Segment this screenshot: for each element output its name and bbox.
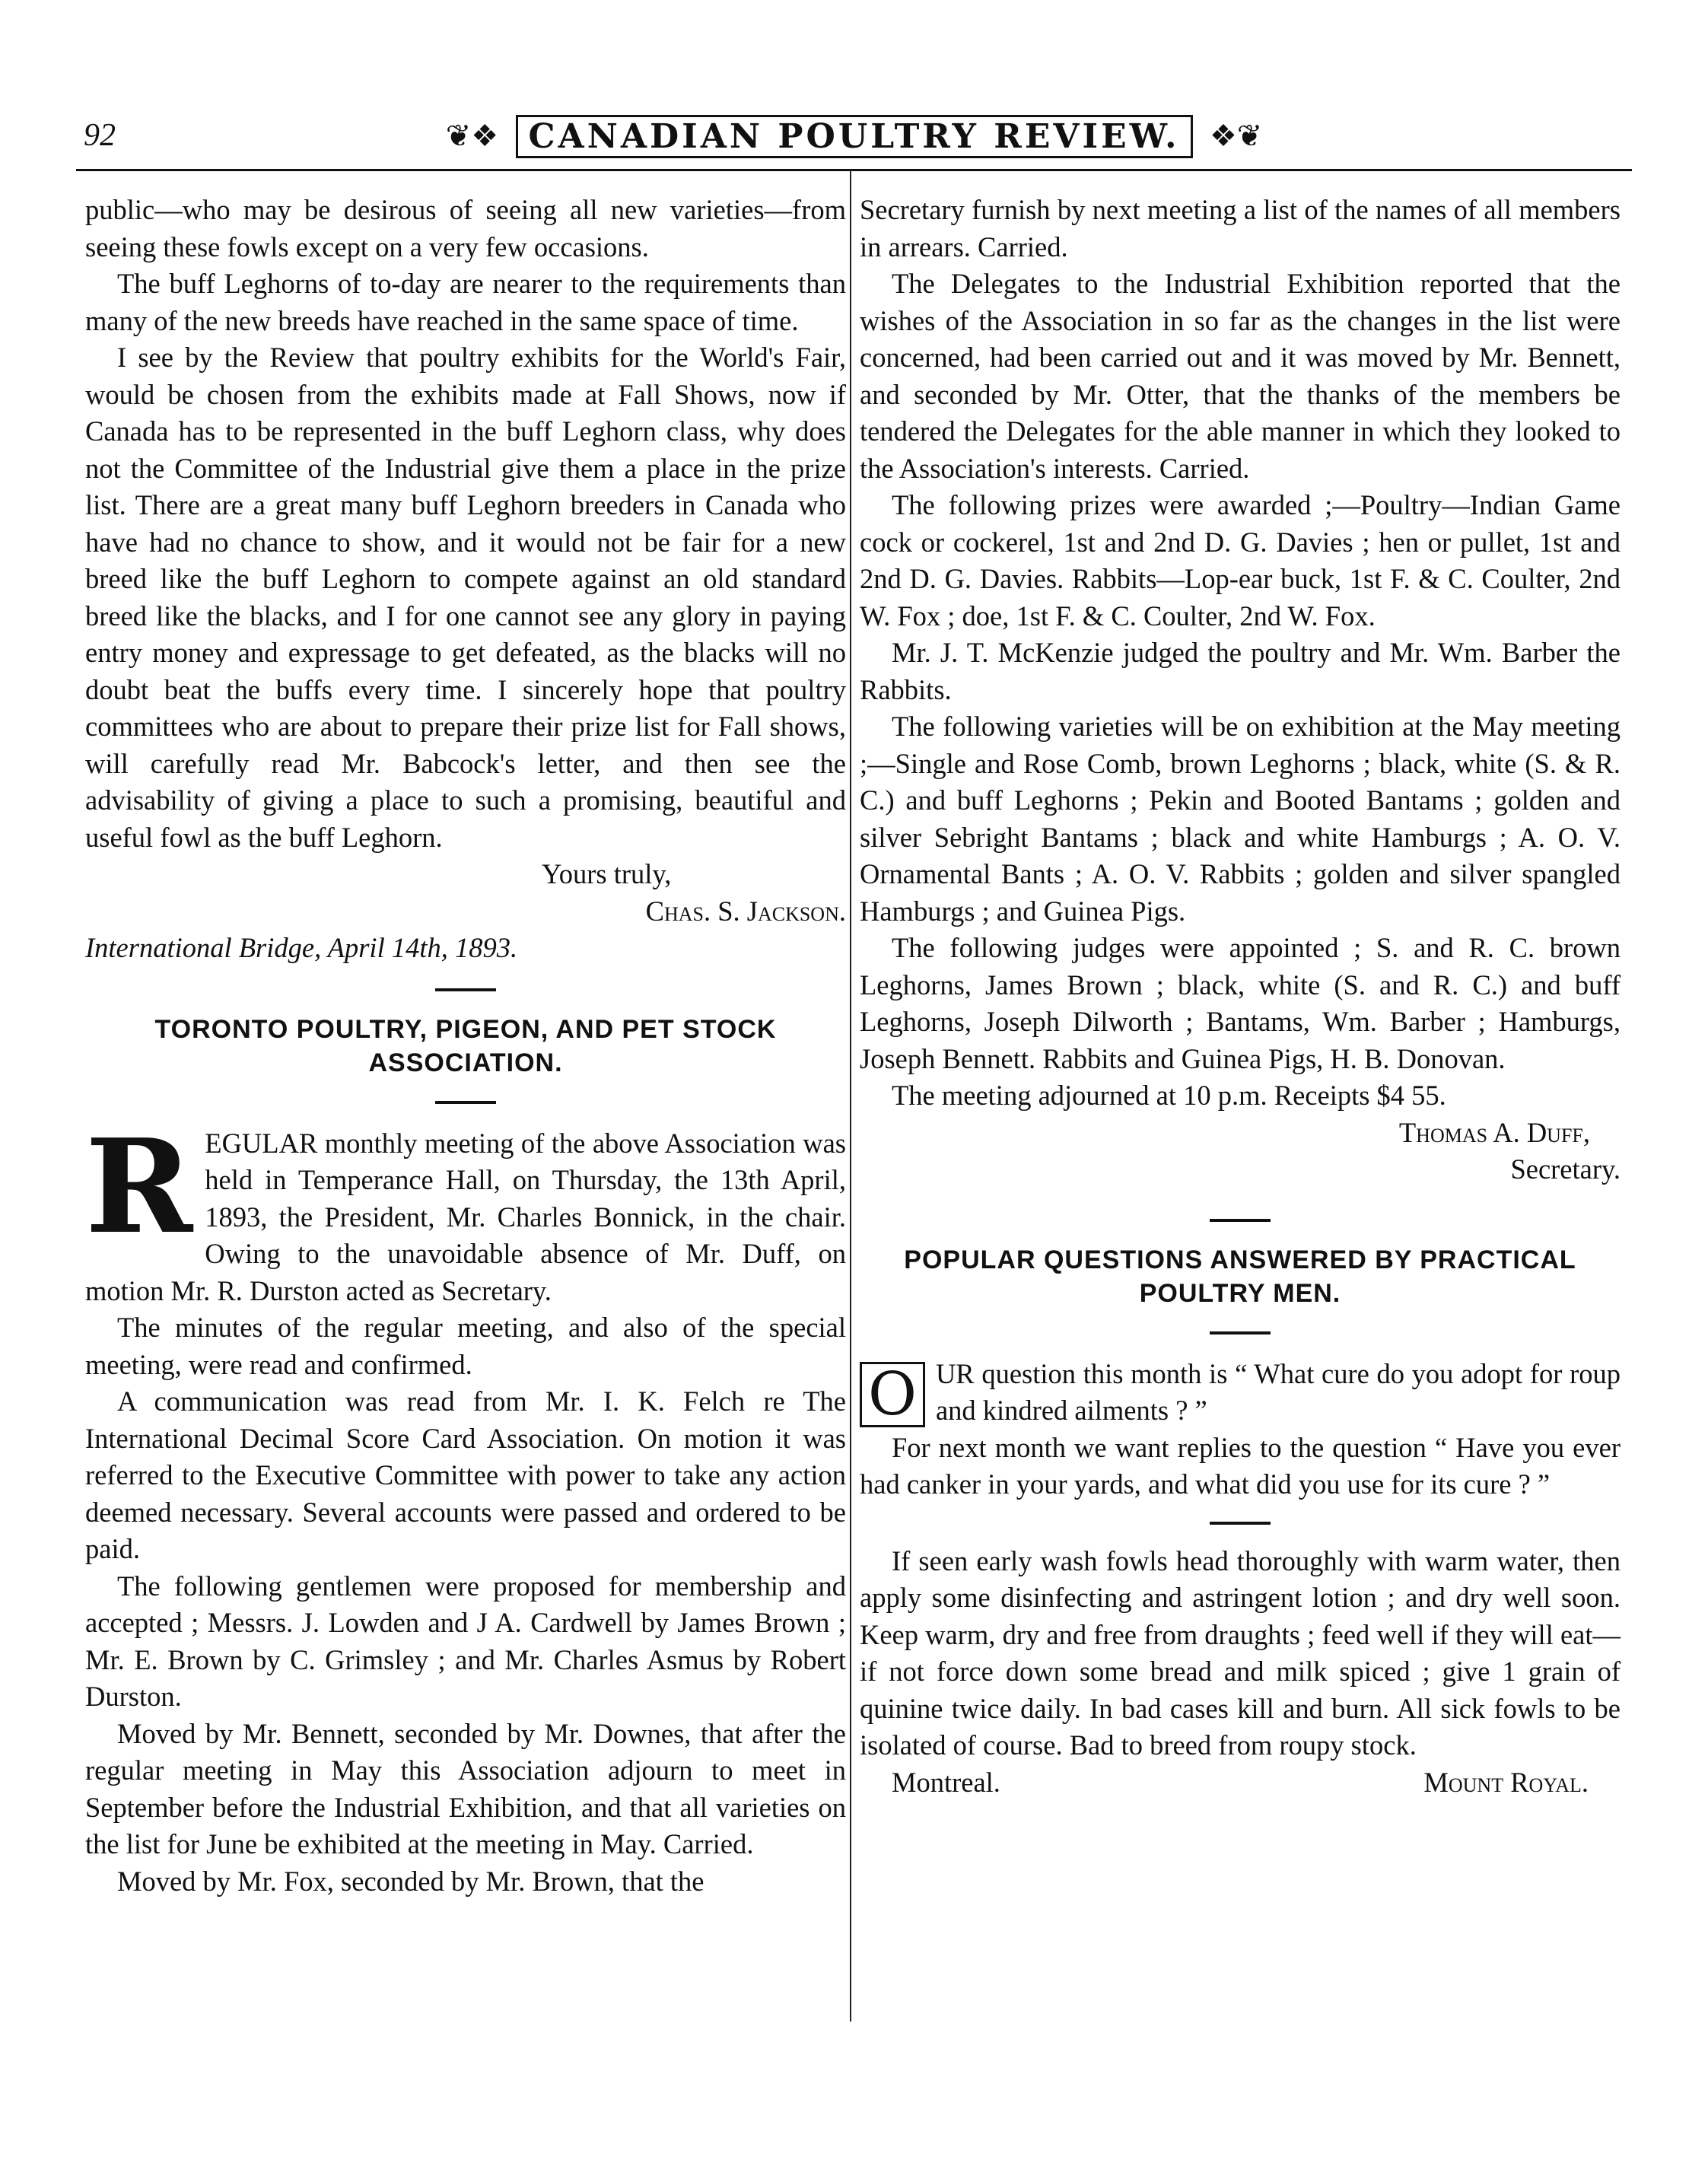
masthead-title: CANADIAN POULTRY REVIEW. bbox=[516, 115, 1193, 158]
paragraph: UR question this month is “ What cure do you adopt for roup and kindred ailments ? ” bbox=[935, 1357, 1621, 1426]
paragraph: Moved by Mr. Fox, seconded by Mr. Brown, that the bbox=[117, 1865, 705, 1897]
question-paragraph bbox=[860, 1356, 1621, 1430]
paragraph: Mr. J. T. McKenzie judged the poultry and Mr. Wm. Barber the Rabbits. bbox=[860, 637, 1621, 705]
ornament-right-icon: ❖❦ bbox=[1209, 118, 1263, 154]
right-column bbox=[860, 192, 1621, 1801]
paragraph: The minutes of the regular meeting, and also of the special meeting, were read and confirmed. bbox=[85, 1312, 846, 1380]
section-rule bbox=[1210, 1219, 1271, 1222]
paragraph: I see by the Review that poultry exhibits for the World's Fair, would be chosen from the exhibits made at Fall Shows, now if Canada has to be represented in the buff Leghorn class, why does not the Committee of the Industrial give them a place in the prize list. There are a great many buff Leghorn breeders in Canada who have had no chance to show, and it would not be fair for a new breed like the buff Leghorn to compete against an old standard breed like the blacks, and I for one cannot see any glory in paying entry money and expressage to get defeated, as the blacks will no doubt beat the buffs every time. I sincerely hope that poultry committees who are about to prepare their prize list for Fall shows, will carefully read Mr. Babcock's letter, and then see the advisability of giving a place to such a promising, beautiful and useful fowl as the buff Leghorn. bbox=[85, 342, 846, 853]
paragraph: Secretary furnish by next meeting a list of the names of all members in arrears. Carried. bbox=[860, 194, 1621, 262]
section-rule bbox=[1210, 1331, 1271, 1334]
section-rule bbox=[435, 988, 496, 991]
header-rule bbox=[76, 169, 1632, 171]
paragraph: EGULAR monthly meeting of the above Association was held in Temperance Hall, on Thursday, the 13th April, 1893, the President, Mr. Charles Bonnick, in the chair. Owing to the unavoidable absence of Mr. Duff, on motion Mr. R. Durston acted as Secretary. bbox=[85, 1127, 846, 1306]
paragraph: The meeting adjourned at 10 p.m. Receipts $4 55. bbox=[892, 1080, 1446, 1111]
secretary-title: Secretary. bbox=[1510, 1153, 1621, 1185]
column-divider bbox=[850, 169, 851, 2022]
letter-closing: Yours truly, bbox=[542, 858, 672, 889]
paragraph: Moved by Mr. Bennett, seconded by Mr. Downes, that after the regular meeting in May this Association adjourn to meet in September before the Industrial Exhibition, and that all varieties on the list for June be exhibited at the meeting in May. Carried. bbox=[85, 1717, 846, 1859]
paragraph: If seen early wash fowls head thoroughly with warm water, then apply some disinfecting and astringent lotion ; and dry well soon. Keep warm, dry and free from draughts ; feed well if they will eat—if not force down some bread and milk spiced ; give 1 grain of quinine twice daily. In bad cases kill and burn. All sick fowls to be isolated of course. Bad to breed from roupy stock. bbox=[860, 1544, 1621, 1761]
answer-signature: Mount Royal. bbox=[1423, 1766, 1589, 1798]
answer-place: Montreal. bbox=[892, 1766, 1000, 1798]
section-heading-toronto: TORONTO POULTRY, PIGEON, AND PET STOCK ASSOCIATION. bbox=[154, 1014, 777, 1077]
masthead bbox=[76, 107, 1632, 158]
left-column bbox=[85, 192, 846, 1900]
paragraph: The Delegates to the Industrial Exhibition reported that the wishes of the Association in so far as the changes in the list were concerned, had been carried out and it was moved by Mr. Bennett, and seconded by Mr. Otter, that the thanks of the members be tendered the Delegates for the able manner in which they looked to the Association's interests. Carried. bbox=[860, 268, 1621, 484]
section-rule bbox=[1210, 1522, 1271, 1525]
answer-signoff bbox=[860, 1764, 1621, 1802]
dropcap-r: R bbox=[85, 1125, 193, 1263]
paragraph: A communication was read from Mr. I. K. Felch re The International Decimal Score Card Association. On motion it was referred to the Executive Committee with power to take any action deemed necessary. Several accounts were passed and ordered to be paid. bbox=[85, 1385, 846, 1564]
paragraph: The following gentlemen were proposed for membership and accepted ; Messrs. J. Lowden and J A. Cardwell by James Brown ; Mr. E. Brown by C. Grimsley ; and Mr. Charles Asmus by Robert Durston. bbox=[85, 1570, 846, 1712]
paragraph: The following varieties will be on exhibition at the May meeting ;—Single and Rose Comb, brown Leghorns ; black, white (S. & R. C.) and buff Leghorns ; Pekin and Booted Bantams ; golden and silver Sebright Bantams ; black and white Hamburgs ; A. O. V. Ornamental Bants ; A. O. V. Rabbits ; golden and silver spangled Hamburgs ; and Guinea Pigs. bbox=[860, 711, 1621, 927]
paragraph: The following judges were appointed ; S. and R. C. brown Leghorns, James Brown ; black, white (S. and R. C.) and buff Leghorns, Joseph Dilworth ; Bantams, Wm. Barber ; Hamburgs, Joseph Bennett. Rabbits and Guinea Pigs, H. B. Donovan. bbox=[860, 932, 1621, 1074]
page-header bbox=[76, 107, 1632, 175]
letter-dateline: International Bridge, April 14th, 1893. bbox=[85, 932, 518, 963]
secretary-signature: Thomas A. Duff, bbox=[1398, 1116, 1590, 1148]
paragraph: public—who may be desirous of seeing all new varieties—from seeing these fowls except on a very few occasions. bbox=[85, 194, 846, 262]
opening-paragraph bbox=[85, 1125, 846, 1310]
section-heading-popular-questions: POPULAR QUESTIONS ANSWERED BY PRACTICAL POULTRY MEN. bbox=[904, 1245, 1576, 1308]
page-number: 92 bbox=[84, 118, 116, 153]
paragraph: For next month we want replies to the question “ Have you ever had canker in your yards, and what did you use for its cure ? ” bbox=[860, 1431, 1621, 1500]
letter-signature: Chas. S. Jackson. bbox=[645, 895, 846, 927]
paragraph: The following prizes were awarded ;—Poultry—Indian Game cock or cockerel, 1st and 2nd D. G. Davies ; hen or pullet, 1st and 2nd D. G. Davies. Rabbits—Lop-ear buck, 1st F. & C. Coulter, 2nd W. Fox ; doe, 1st F. & C. Coulter, 2nd W. Fox. bbox=[860, 489, 1621, 631]
ornament-left-icon: ❦❖ bbox=[445, 118, 499, 154]
section-rule bbox=[435, 1101, 496, 1104]
dropcap-o: O bbox=[860, 1362, 925, 1427]
paragraph: The buff Leghorns of to-day are nearer to the requirements than many of the new breeds have reached in the same space of time. bbox=[85, 268, 846, 336]
